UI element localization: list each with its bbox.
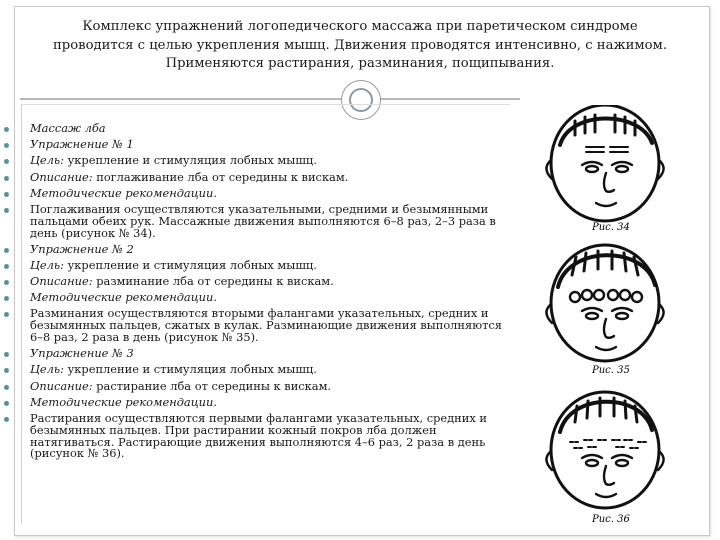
illustrations-column	[520, 105, 700, 530]
face-figure-35	[546, 245, 663, 361]
item-italic: Методические рекомендации.	[30, 185, 217, 200]
item-italic: Цель:	[30, 153, 64, 168]
bullet-icon	[4, 127, 9, 132]
list-item	[4, 201, 509, 240]
item-italic: Методические рекомендации.	[30, 290, 217, 305]
bullet-icon	[4, 280, 9, 285]
list-item	[4, 169, 509, 184]
bullet-icon	[4, 368, 9, 373]
face-figure-36	[546, 392, 663, 508]
list-item	[4, 378, 509, 393]
bullet-icon	[4, 385, 9, 390]
list-item	[4, 292, 509, 304]
fig-35-caption: Рис. 35	[592, 365, 630, 376]
circle-ornament-icon	[341, 80, 381, 120]
item-italic: Методические рекомендации.	[30, 394, 217, 409]
content-top-border	[22, 104, 510, 105]
item-italic: Упражнение № 2	[30, 241, 134, 256]
list-item	[4, 276, 509, 288]
list-item	[4, 241, 509, 256]
item-italic: Описание:	[30, 274, 93, 289]
item-text: поглаживание лба от середины к вискам.	[92, 169, 349, 184]
item-italic: Упражнение № 3	[30, 346, 134, 361]
list-item	[4, 123, 509, 135]
title-divider	[20, 98, 520, 100]
face-illustrations	[520, 105, 700, 530]
face-figure-34	[546, 105, 663, 221]
slide-title	[20, 18, 700, 74]
item-italic: Описание:	[30, 169, 93, 184]
bullet-icon	[4, 248, 9, 253]
item-text: растирание лба от середины к вискам.	[92, 378, 332, 393]
item-text: укрепление и стимуляция лобных мышц.	[63, 362, 317, 377]
list-item	[4, 257, 509, 272]
list-item	[4, 413, 509, 460]
item-text: Растирания осуществляются первыми фалангами указательных, средних и безымянных пальцев. При растирании кожный покров лба должен натягиваться. Растирающие движения выполняются 4–6 раз, 2 раза в день (рисунок № 36).	[30, 411, 487, 461]
list-item	[4, 394, 509, 409]
title-line-3: Применяются растирания, разминания, пощипывания.	[165, 56, 555, 71]
list-item	[4, 155, 509, 167]
item-text: Разминания осуществляются вторыми фалангами указательных, средних и безымянных пальцев, сжатых в кулак. Разминающие движения выполняются 6–8 раз, 2 раза в день (рисунок № 35).	[30, 306, 502, 345]
list-item	[4, 185, 509, 200]
item-italic: Цель:	[30, 257, 64, 272]
item-italic: Упражнение № 1	[30, 137, 134, 152]
list-item	[4, 348, 509, 360]
item-text: Поглаживания осуществляются указательными, средними и безымянными пальцами обеих рук. Массажные движения выполняются 6–8 раз, 2–3 раза в день (рисунок № 34).	[30, 201, 496, 240]
item-italic: Описание:	[30, 378, 93, 393]
list-item	[4, 364, 509, 376]
item-text: укрепление и стимуляция лобных мышц.	[63, 153, 317, 168]
bullet-icon	[4, 296, 9, 301]
item-italic: Массаж лба	[30, 121, 106, 135]
bullet-icon	[4, 159, 9, 164]
bullet-icon	[4, 417, 9, 422]
bullet-icon	[4, 312, 9, 317]
title-line-2: проводится с целью укрепления мышц. Движения проводятся интенсивно, с нажимом.	[52, 37, 668, 53]
bullet-icon	[4, 352, 9, 357]
bullet-icon	[4, 401, 9, 406]
exercise-list	[4, 123, 509, 465]
item-text: укрепление и стимуляция лобных мышц.	[63, 257, 317, 272]
bullet-icon	[4, 208, 9, 213]
bullet-icon	[4, 264, 9, 269]
bullet-icon	[4, 143, 9, 148]
bullet-icon	[4, 176, 9, 181]
bullet-icon	[4, 192, 9, 197]
title-line-1: Комплекс упражнений логопедического массажа при паретическом синдроме	[82, 19, 638, 34]
list-item	[4, 139, 509, 151]
item-italic: Цель:	[30, 362, 64, 377]
fig-36-caption: Рис. 36	[592, 514, 630, 525]
list-item	[4, 308, 509, 343]
fig-34-caption: Рис. 34	[592, 222, 630, 233]
item-text: разминание лба от середины к вискам.	[92, 274, 334, 289]
